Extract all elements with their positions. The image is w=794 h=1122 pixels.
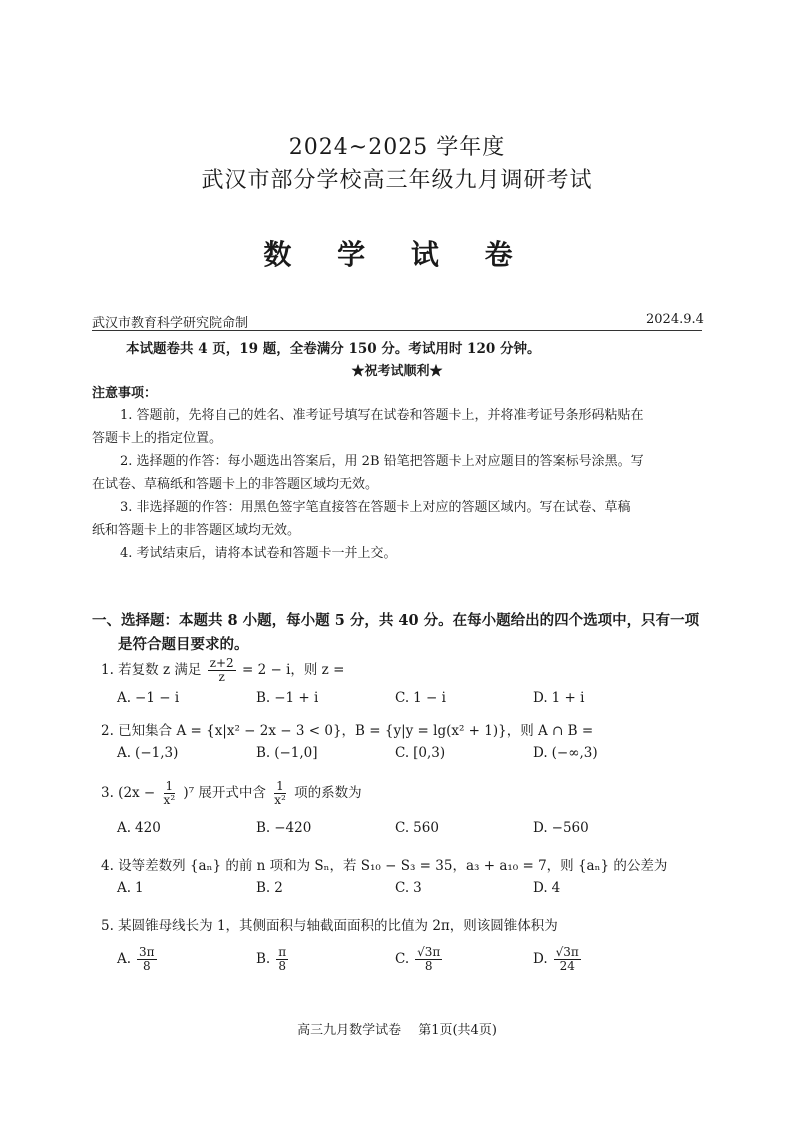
- options-row-4: [0, 874, 794, 904]
- exam-name: 武汉市部分学校高三年级九月调研考试: [201, 168, 593, 193]
- option-d: D. 1 + i: [533, 690, 585, 706]
- option-a: A. 420: [117, 820, 161, 836]
- section-heading: 一、选择题：本题共 8 小题，每小题 5 分，共 40 分。在每小题给出的四个选项中，只有一项: [92, 612, 700, 629]
- question-text: 项的系数为: [294, 785, 362, 801]
- fraction-numerator: 1: [276, 779, 284, 793]
- fraction-numerator: z+2: [209, 656, 234, 670]
- note-line: 答题卡上的指定位置。: [92, 431, 223, 446]
- exam-date: 2024.9.4: [646, 312, 704, 327]
- options-row-5: [0, 940, 794, 976]
- option-c: C. 1 − i: [395, 690, 446, 706]
- option-c: C. 3: [395, 880, 422, 896]
- fraction: [208, 657, 236, 684]
- options-row-1: [0, 684, 794, 714]
- option-d: D. (−∞,3): [533, 745, 598, 761]
- question-1: [101, 657, 344, 684]
- note-line: 纸和答题卡上的非答题区域均无效。: [92, 523, 301, 538]
- option-b: B. $\frac{\pi}{8}$: [256, 945, 287, 973]
- question-4: 4. 设等差数列 {aₙ} 的前 n 项和为 Sₙ，若 S₁₀ − S₃ = 35，a₃ + a₁₀ = 7，则 {aₙ} 的公差为: [101, 858, 668, 874]
- fraction-denominator: z: [218, 670, 225, 684]
- option-a: A. $\frac{3\pi}{8}$: [117, 945, 155, 973]
- option-a: A. −1 − i: [117, 690, 180, 706]
- options-row-2: [0, 739, 794, 769]
- option-b: B. −420: [256, 820, 312, 836]
- school-year: 2024~2025 学年度: [288, 135, 506, 160]
- issuer: 武汉市教育科学研究院命制: [92, 316, 249, 331]
- option-d: D. −560: [533, 820, 589, 836]
- question-text: 3. (2x −: [101, 785, 156, 801]
- page-title: 数 学 试 卷: [263, 238, 531, 271]
- question-2: 2. 已知集合 A = {x|x² − 2x − 3 < 0}，B = {y|y = lg(x² + 1)}，则 A ∩ B =: [101, 723, 594, 739]
- option-d: D. $\frac{√3\pi}{24}$: [533, 945, 579, 973]
- option-a: A. (−1,3): [117, 745, 179, 761]
- good-luck-line: ★祝考试顺利★: [351, 364, 443, 379]
- question-text: 1. 若复数 z 满足: [101, 662, 202, 678]
- exam-summary: 本试题卷共 4 页，19 题，全卷满分 150 分。考试用时 120 分钟。: [126, 341, 541, 357]
- option-d: D. 4: [533, 880, 561, 896]
- fraction-denominator: x²: [163, 793, 176, 807]
- note-line: 在试卷、草稿纸和答题卡上的非答题区域均无效。: [92, 477, 379, 492]
- notes-heading: 注意事项：: [92, 386, 158, 401]
- fraction-denominator: x²: [274, 793, 286, 807]
- option-c: C. 560: [395, 820, 439, 836]
- option-b: B. 2: [256, 880, 283, 896]
- question-text: = 2 − i，则 z =: [241, 662, 345, 678]
- option-a: A. 1: [117, 880, 144, 896]
- fraction-numerator: 1: [165, 779, 174, 793]
- option-b: B. −1 + i: [256, 690, 319, 706]
- page-footer: 高三九月数学试卷 第1页(共4页): [297, 1023, 497, 1038]
- option-c: C. [0,3): [395, 745, 446, 761]
- header-rule: [92, 330, 702, 331]
- note-line: 3. 非选择题的作答：用黑色签字笔直接答在答题卡上对应的答题区域内。写在试卷、草稿: [120, 500, 631, 515]
- options-row-3: [0, 814, 794, 844]
- question-5: 5. 某圆锥母线长为 1，其侧面积与轴截面面积的比值为 2π，则该圆锥体积为: [101, 918, 558, 934]
- option-b: B. (−1,0]: [256, 745, 318, 761]
- question-3: [101, 780, 362, 807]
- note-line: 1. 答题前，先将自己的姓名、准考证号填写在试卷和答题卡上，并将准考证号条形码粘贴在: [120, 408, 644, 423]
- question-text: )⁷ 展开式中含: [183, 785, 266, 801]
- note-line: 2. 选择题的作答：每小题选出答案后，用 2B 铅笔把答题卡上对应题目的答案标号涂黑。写: [120, 454, 644, 469]
- fraction: [272, 780, 288, 807]
- note-line: 4. 考试结束后，请将本试卷和答题卡一并上交。: [120, 546, 397, 561]
- fraction: [162, 780, 178, 807]
- section-heading-cont: 是符合题目要求的。: [118, 636, 249, 653]
- option-c: C. $\frac{√3\pi}{8}$: [395, 945, 441, 973]
